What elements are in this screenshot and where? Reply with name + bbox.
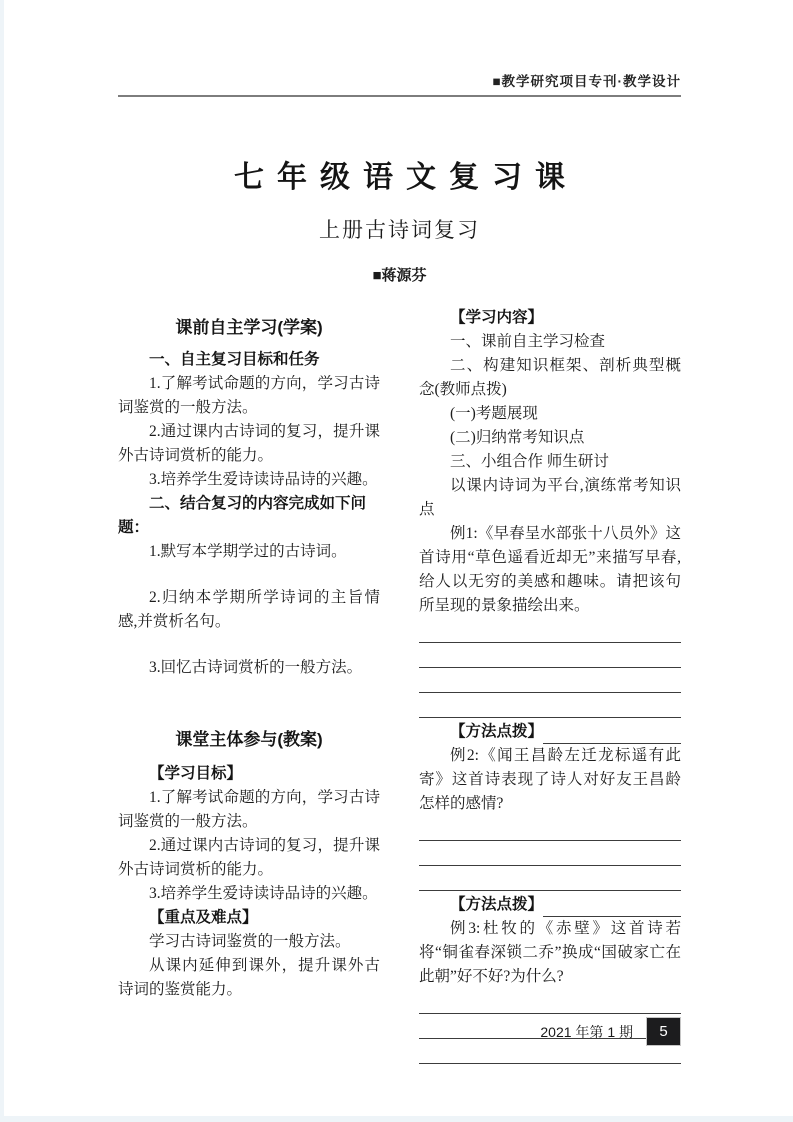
author-name: ■蒋源芬 bbox=[372, 267, 427, 284]
content-item: (二)归纳常考知识点 bbox=[450, 429, 585, 446]
page-footer bbox=[118, 1017, 681, 1046]
content-item: (一)考题展现 bbox=[450, 405, 538, 422]
subhead-learning-goals: 【学习目标】 bbox=[149, 765, 243, 782]
goal-item: 3.培养学生爱诗读诗品诗的兴趣。 bbox=[149, 885, 378, 902]
question-item: 2.归纳本学期所学诗词的主旨情感,并赏析名句。 bbox=[118, 589, 380, 630]
page-subtitle: 上册古诗词复习 bbox=[319, 218, 480, 242]
answer-blank-line bbox=[419, 841, 681, 866]
page-bottom-edge bbox=[0, 1116, 793, 1122]
answer-blank-line bbox=[419, 643, 681, 668]
section-heading-pre-class: 课前自主学习(学案) bbox=[175, 318, 323, 337]
answer-blank-line bbox=[419, 989, 681, 1014]
section-heading-in-class: 课堂主体参与(教案) bbox=[175, 730, 323, 749]
method-tips-label: 【方法点拨】 bbox=[450, 896, 544, 913]
issue-label: 2021 年第 1 期 bbox=[540, 1023, 633, 1040]
method-tips-blank-line bbox=[543, 896, 681, 917]
subhead-key-difficult-points: 【重点及难点】 bbox=[149, 909, 258, 926]
subhead-goals-tasks: 一、自主复习目标和任务 bbox=[149, 351, 320, 368]
question-item: 3.回忆古诗词赏析的一般方法。 bbox=[149, 659, 363, 676]
goal-item: 2.通过课内古诗词的复习，提升课外古诗词赏析的能力。 bbox=[118, 423, 380, 464]
left-column bbox=[118, 300, 380, 1064]
page-number-badge: 5 bbox=[646, 1017, 681, 1046]
answer-blank-line bbox=[419, 668, 681, 693]
header-divider bbox=[118, 95, 681, 97]
example-2-text: 例2:《闻王昌龄左迁龙标遥有此寄》这首诗表现了诗人对好友王昌龄怎样的感情? bbox=[419, 747, 681, 812]
right-column bbox=[419, 300, 681, 1064]
title-block bbox=[118, 152, 681, 285]
page-left-edge bbox=[0, 0, 4, 1122]
method-tips-row bbox=[419, 720, 681, 744]
focus-item: 学习古诗词鉴赏的一般方法。 bbox=[149, 933, 351, 950]
goal-item: 1.了解考试命题的方向，学习古诗词鉴赏的一般方法。 bbox=[118, 789, 380, 830]
goal-item: 1.了解考试命题的方向，学习古诗词鉴赏的一般方法。 bbox=[118, 375, 380, 416]
page-title: 七年级语文复习课 bbox=[234, 161, 578, 194]
answer-blank-line bbox=[419, 618, 681, 643]
method-tips-blank-line bbox=[543, 723, 681, 744]
two-column-body bbox=[118, 300, 681, 1064]
content-item: 一、课前自主学习检查 bbox=[450, 333, 606, 350]
example-3-text: 例3:杜牧的《赤壁》这首诗若将“铜雀春深锁二乔”换成“国破家亡在此朝”好不好?为什么? bbox=[419, 920, 681, 985]
subhead-review-questions: 二、结合复习的内容完成如下问题： bbox=[118, 495, 367, 536]
content-item: 三、小组合作 师生研讨 bbox=[450, 453, 609, 470]
content-item: 二、构建知识框架、剖析典型概念(教师点拨) bbox=[419, 357, 681, 398]
method-tips-row bbox=[419, 893, 681, 917]
example-1-text: 例1:《早春呈水部张十八员外》这首诗用“草色遥看近却无”来描写早春,给人以无穷的美感和趣味。请把该句所呈现的景象描绘出来。 bbox=[419, 525, 681, 614]
content-item: 以课内诗词为平台,演练常考知识点 bbox=[419, 477, 681, 518]
goal-item: 2.通过课内古诗词的复习，提升课外古诗词赏析的能力。 bbox=[118, 837, 380, 878]
answer-blank-line bbox=[419, 693, 681, 718]
journal-header: ■教学研究项目专刊·教学设计 bbox=[492, 74, 681, 89]
question-item: 1.默写本学期学过的古诗词。 bbox=[149, 543, 347, 560]
subhead-learning-content: 【学习内容】 bbox=[450, 309, 544, 326]
answer-blank-line bbox=[419, 816, 681, 841]
answer-blank-line bbox=[419, 866, 681, 891]
goal-item: 3.培养学生爱诗读诗品诗的兴趣。 bbox=[149, 471, 378, 488]
focus-item: 从课内延伸到课外，提升课外古诗词的鉴赏能力。 bbox=[118, 957, 380, 998]
method-tips-label: 【方法点拨】 bbox=[450, 723, 544, 740]
